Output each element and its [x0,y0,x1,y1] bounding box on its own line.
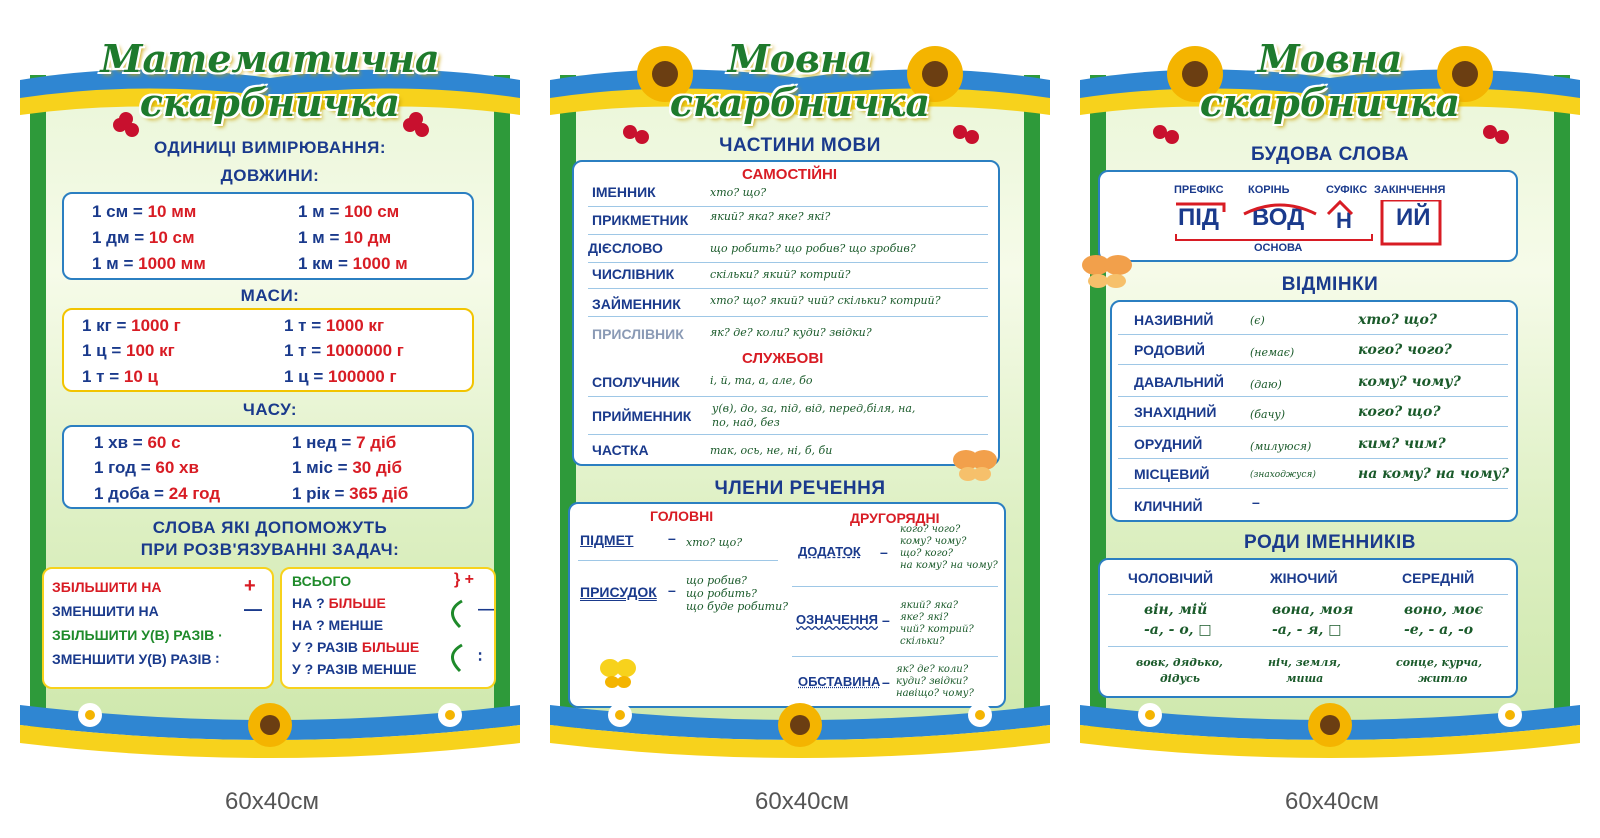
mass-box [62,308,474,392]
size-caption: 60х40см [1285,788,1379,815]
time-box [62,425,474,509]
case-helper: (даю) [1250,378,1282,391]
gender-example: ніч, земля, [1268,656,1341,669]
divider [588,316,988,317]
poster-title-line2: скарбничка [139,80,401,125]
op-row: ЗБІЛЬШИТИ У(В) РАЗІВ · [52,627,223,643]
gender-pronoun: воно, моє [1404,602,1483,618]
case-helper: (бачу) [1250,408,1286,421]
member-question: хто? що? [686,536,743,549]
divider [588,434,988,435]
dash: – [668,582,676,598]
length-box [62,192,474,280]
member-predicate: ПРИСУДОК [580,584,657,600]
case-name: РОДОВИЙ [1134,342,1205,358]
part-name: ІМЕННИК [592,184,656,200]
ribbon-bottom [550,685,1050,760]
member-question: кого? чого? [900,524,961,535]
heading-words-line2: ПРИ РОЗВ'ЯЗУВАННІ ЗАДАЧ: [140,540,400,559]
time-row: 1 доба = 24 год [94,484,221,503]
gender-name: ЖІНОЧИЙ [1270,570,1338,586]
member-question: що буде робити? [686,600,789,613]
member-question: як? де? коли? [896,664,969,675]
member-attribute: ОЗНАЧЕННЯ [796,612,878,627]
divider [1118,426,1508,427]
case-helper: (немає) [1250,346,1295,359]
divider [1118,458,1508,459]
case-name: ДАВАЛЬНИЙ [1134,374,1224,390]
member-adverbial: ОБСТАВИНА [798,674,881,689]
divider [588,396,988,397]
divider [792,586,998,587]
member-question: кому? чому? [900,536,967,547]
case-question: ким? чим? [1358,436,1446,452]
length-row: 1 км = 1000 м [298,254,408,273]
op-row: НА ? МЕНШЕ [292,617,384,633]
case-name: ОРУДНИЙ [1134,436,1203,452]
poster-title-line1: Мовна [1257,36,1403,81]
heading-units: ОДИНИЦІ ВИМІРЮВАННЯ: [153,138,387,157]
part-prefix: ПІД [1178,204,1220,231]
gender-example: житло [1418,672,1468,685]
divider [1118,488,1508,489]
heading-time: ЧАСУ: [242,400,298,419]
gender-pronoun: вона, моя [1272,602,1354,618]
heading-auxiliary: СЛУЖБОВІ [742,350,824,367]
length-row: 1 м = 100 см [298,202,400,221]
time-row: 1 хв = 60 с [94,433,181,452]
length-row: 1 дм = 10 см [92,228,195,247]
part-name: СПОЛУЧНИК [592,374,680,390]
dash: – [880,544,888,560]
genders-box [1098,558,1518,698]
size-caption: 60х40см [225,788,319,815]
op-row: ЗМЕНШИТИ У(В) РАЗІВ ∶ [52,651,220,667]
gender-example: вовк, дядько, [1136,656,1223,669]
part-root: ВОД [1252,204,1305,231]
poster-language-parts [550,20,1050,760]
op-row: НА ? БІЛЬШЕ [292,595,386,611]
operations-right-box [280,567,496,689]
member-question: який? яка? [900,600,958,611]
mass-row: 1 ц = 100 кг [82,341,175,360]
divider [1118,334,1508,335]
mass-row: 1 т = 1000000 г [284,341,404,360]
divide-sign: ∶ [478,649,483,666]
case-question: кого? що? [1358,404,1441,420]
gender-name: ЧОЛОВІЧИЙ [1128,570,1214,586]
label-root: КОРІНЬ [1248,184,1290,196]
minus-sign: — [478,601,494,618]
part-question: по, над, без [712,416,780,429]
time-row: 1 год = 60 хв [94,458,199,477]
member-question: скільки? [900,636,945,647]
ribbon-bottom [1080,685,1580,760]
gender-example: сонце, курча, [1396,656,1483,669]
case-name: ЗНАХІДНИЙ [1134,404,1217,420]
part-name: ПРИКМЕТНИК [592,212,689,228]
part-question: який? яка? яке? які? [710,210,831,223]
member-object: ДОДАТОК [798,544,861,559]
word-markup [1160,200,1460,246]
gender-example: дідусь [1160,672,1201,685]
part-question: хто? що? який? чий? скільки? котрий? [710,294,941,307]
label-suffix: СУФІКС [1326,184,1368,196]
op-row: ВСЬОГО [292,573,352,589]
part-name: ЧАСТКА [592,442,649,458]
dash: – [882,612,890,628]
mass-row: 1 т = 10 ц [82,367,158,386]
operations-left-box [42,567,274,689]
divider [588,206,988,207]
member-question: яке? які? [900,612,949,623]
case-name: МІСЦЕВИЙ [1134,466,1210,482]
heading-secondary: ДРУГОРЯДНІ [850,510,940,526]
poster-title-line2: скарбничка [669,80,931,125]
part-question: хто? що? [710,186,767,199]
poster-language-word [1080,20,1580,760]
divider [578,560,778,561]
part-name: ПРИСЛІВНИК [592,326,684,342]
mass-row: 1 т = 1000 кг [284,316,385,335]
op-row: У ? РАЗІВ МЕНШЕ [292,661,417,677]
member-question: що? кого? [900,548,953,559]
mass-row: 1 кг = 1000 г [82,316,181,335]
arrow-icon [440,597,470,677]
member-question: що робить? [686,587,757,600]
dash: – [668,530,676,546]
part-question: так, ось, не, ні, б, би [710,444,833,457]
divider [588,234,988,235]
part-question: у(в), до, за, під, від, перед,біля, на, [712,402,916,415]
part-name: ЗАЙМЕННИК [592,296,681,312]
members-box [568,502,1006,708]
heading-parts-of-speech: ЧАСТИНИ МОВИ [719,135,881,156]
label-ending: ЗАКІНЧЕННЯ [1374,184,1446,196]
gender-example: миша [1286,672,1324,685]
part-name: ДІЄСЛОВО [588,240,663,256]
label-stem: ОСНОВА [1254,242,1303,254]
divider [1108,594,1508,595]
op-row: ЗМЕНШИТИ НА [52,603,159,619]
word-structure-box [1098,170,1518,262]
case-question: на кому? на чому? [1358,466,1510,482]
divider [588,288,988,289]
case-question: хто? що? [1358,312,1437,328]
poster-math [20,20,520,760]
case-helper: (є) [1250,314,1265,327]
part-name: ЧИСЛІВНИК [592,266,675,282]
length-row: 1 м = 10 дм [298,228,392,247]
part-question: що робить? що робив? що зробив? [710,242,916,255]
divider [1118,364,1508,365]
poster-title-line2: скарбничка [1199,80,1461,125]
ribbon-bottom [20,685,520,760]
heading-independent: САМОСТІЙНІ [742,166,838,183]
heading-noun-genders: РОДИ ІМЕННИКІВ [1244,532,1416,553]
case-name: КЛИЧНИЙ [1134,498,1203,514]
divider [1118,396,1508,397]
heading-cases: ВІДМІНКИ [1281,274,1379,295]
time-row: 1 рік = 365 діб [292,484,409,503]
dash: – [882,674,890,690]
case-helper: (знаходжуся) [1250,470,1316,480]
time-row: 1 міс = 30 діб [292,458,402,477]
gender-ending: -а, - о, □ [1144,622,1212,638]
part-question: і, й, та, а, але, бо [710,374,813,387]
part-question: як? де? коли? куди? звідки? [710,326,872,339]
label-prefix: ПРЕФІКС [1174,184,1224,196]
case-helper: – [1252,494,1260,510]
member-question: чий? котрий? [900,624,974,635]
minus-sign: — [244,599,262,619]
part-name: ПРИЙМЕННИК [592,408,692,424]
heading-word-structure: БУДОВА СЛОВА [1251,144,1409,165]
case-question: кому? чому? [1358,374,1461,390]
part-ending: ИЙ [1396,204,1431,231]
length-row: 1 см = 10 мм [92,202,197,221]
op-row: У ? РАЗІВ БІЛЬШЕ [292,639,420,655]
case-helper: (милуюся) [1250,440,1312,453]
heading-mass: МАСИ: [240,286,300,305]
heading-length: ДОВЖИНИ: [220,166,320,185]
divider [588,262,988,263]
heading-sentence-members: ЧЛЕНИ РЕЧЕННЯ [714,478,886,499]
part-suffix: Н [1336,208,1352,233]
heading-words-line1: СЛОВА ЯКІ ДОПОМОЖУТЬ [152,518,388,537]
poster-title-line1: Математична [100,36,440,81]
time-row: 1 нед = 7 діб [292,433,397,452]
parts-box [572,160,1000,466]
size-caption: 60х40см [755,788,849,815]
gender-ending: -е, - а, -о [1404,622,1474,638]
member-question: на кому? на чому? [900,560,998,571]
case-question: кого? чого? [1358,342,1452,358]
part-question: скільки? який? котрий? [710,268,851,281]
length-row: 1 м = 1000 мм [92,254,206,273]
member-subject: ПІДМЕТ [580,532,634,548]
member-question: куди? звідки? [896,676,968,687]
heading-main: ГОЛОВНІ [650,508,714,524]
op-sign: } + [454,571,475,588]
plus-sign: + [244,575,256,597]
gender-name: СЕРЕДНІЙ [1402,570,1475,586]
gender-pronoun: він, мій [1144,602,1208,618]
gender-ending: -а, - я, □ [1272,622,1342,638]
divider [1108,646,1508,647]
member-question: навіщо? чому? [896,688,974,699]
case-name: НАЗИВНИЙ [1134,312,1214,328]
member-question: що робив? [686,574,747,587]
op-row: ЗБІЛЬШИТИ НА [52,579,162,595]
poster-title-line1: Мовна [727,36,873,81]
cases-box [1110,300,1518,522]
mass-row: 1 ц = 100000 г [284,367,397,386]
divider [792,656,998,657]
